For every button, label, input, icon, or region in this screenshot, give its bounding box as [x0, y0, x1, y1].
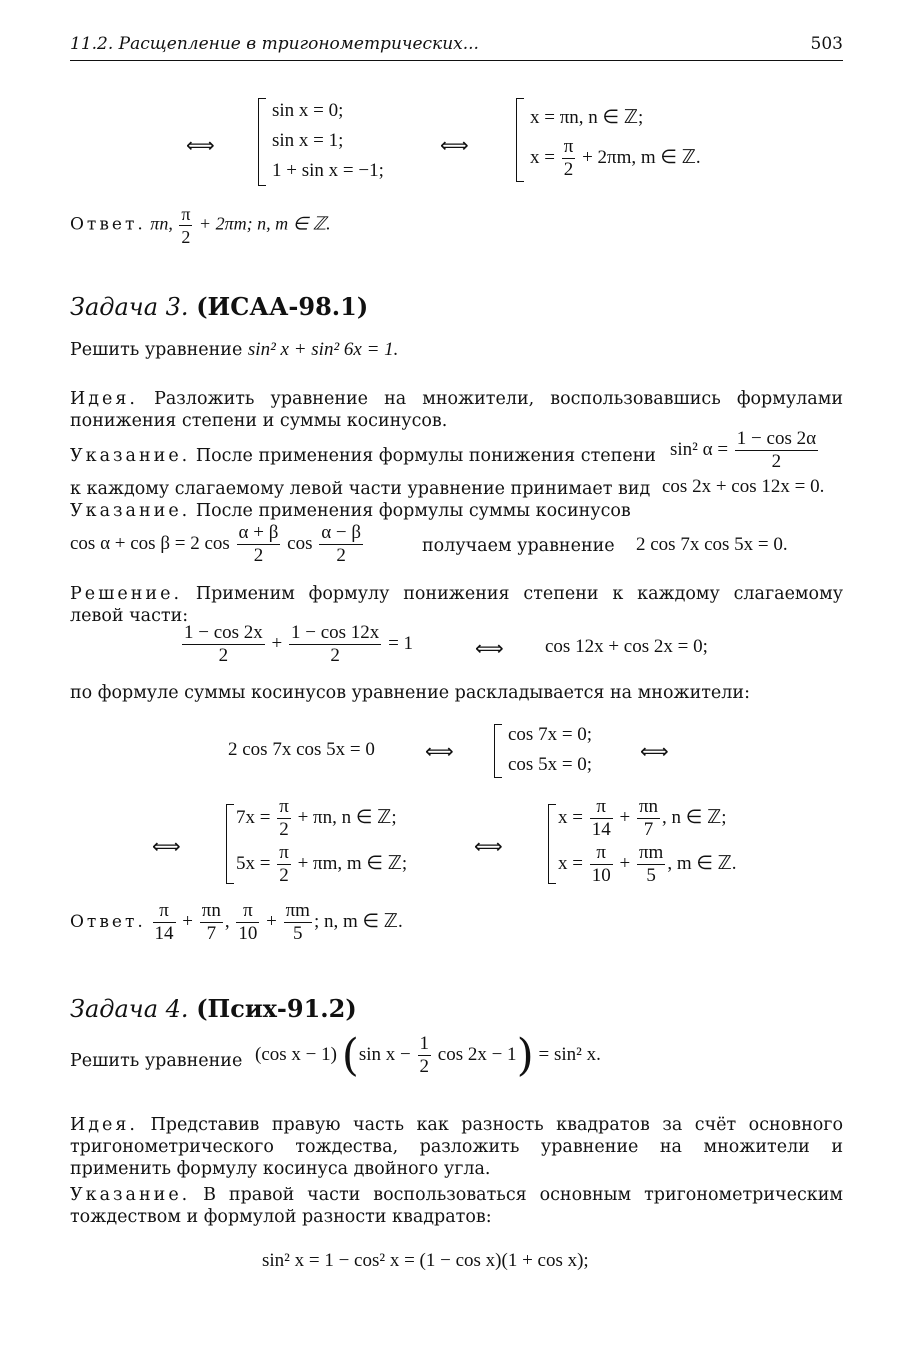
denominator: 10	[238, 923, 258, 944]
expr: cos α + cos β = 2 cos	[70, 532, 230, 554]
fraction	[182, 622, 265, 667]
system-line	[558, 796, 727, 841]
task-code: (ИСАА-98.1)	[196, 292, 369, 321]
numerator: π	[279, 842, 289, 863]
expr: +	[266, 910, 277, 932]
solution-label: Решение.	[70, 584, 183, 604]
expr: x =	[530, 146, 555, 168]
denominator: 7	[206, 923, 217, 944]
task3-hint1	[70, 445, 656, 467]
task-title: Задача 3.	[70, 293, 189, 321]
solution-text-2: по формуле суммы косинусов уравнение раскладывается на множители:	[70, 683, 750, 703]
idea-text: Представив правую часть как разность квадратов за счёт основного тригонометрического тождества, разложить уравнение на множители и применить формулу косинуса двойного угла.	[70, 1115, 843, 1179]
equiv-arrow: ⟺	[186, 133, 215, 157]
expr: = 1	[388, 632, 414, 654]
expr: , n ∈ ℤ;	[662, 806, 727, 828]
prompt-text: Решить уравнение	[70, 340, 243, 360]
expr: x =	[558, 852, 583, 874]
expr: + πn, n ∈ ℤ;	[297, 806, 397, 828]
system-line: x = πn, n ∈ ℤ;	[530, 107, 644, 128]
denominator: 7	[643, 819, 654, 840]
fraction	[179, 203, 192, 248]
denominator: 2	[563, 159, 574, 180]
system-bracket	[494, 724, 502, 778]
expr: sin x −	[358, 1043, 411, 1065]
expr: ; n, m ∈ ℤ.	[313, 910, 403, 932]
expr: (cos x − 1)	[255, 1043, 337, 1065]
page-number: 503	[810, 34, 843, 54]
fraction	[590, 842, 613, 887]
numerator: 1 − cos 2x	[184, 622, 263, 643]
numerator: πm	[285, 900, 310, 921]
equiv-arrow: ⟺	[425, 739, 454, 763]
task3-hint2	[70, 500, 631, 522]
hint-label: Указание.	[70, 446, 191, 466]
denominator: 10	[591, 865, 611, 886]
denominator: 2	[336, 545, 346, 566]
fraction	[319, 522, 363, 567]
numerator: πn	[201, 900, 221, 921]
expr: +	[619, 806, 631, 828]
fraction	[562, 136, 576, 181]
hint1b-formula: cos 2x + cos 12x = 0.	[662, 476, 825, 497]
fraction	[637, 796, 660, 841]
system-line	[236, 842, 407, 887]
fraction	[289, 622, 381, 667]
system-bracket	[516, 98, 524, 182]
hint2-tail: получаем уравнение	[422, 536, 615, 556]
solution-equation-right: cos 12x + cos 2x = 0;	[545, 636, 708, 657]
task4-equation	[255, 1030, 601, 1081]
task3-heading	[70, 292, 368, 321]
header-rule	[70, 60, 843, 61]
fraction	[200, 900, 223, 945]
equiv-arrow: ⟺	[152, 834, 181, 858]
system-line: cos 7x = 0;	[508, 724, 593, 745]
system-line: sin x = 1;	[272, 130, 344, 151]
task4-heading	[70, 994, 357, 1023]
equation: sin² x + sin² 6x = 1.	[247, 339, 399, 360]
denominator: 2	[330, 645, 340, 666]
system-line: sin x = 0;	[272, 100, 344, 121]
expr: +	[271, 632, 283, 654]
task3-idea	[70, 388, 843, 432]
left-paren: (	[341, 1030, 359, 1081]
system-bracket	[548, 804, 556, 884]
task3-statement	[70, 339, 398, 361]
expr: sin² α =	[670, 438, 729, 460]
numerator: 1 − cos 2α	[736, 428, 817, 449]
fraction	[284, 900, 312, 945]
task3-answer	[70, 900, 403, 945]
hint-label: Указание.	[70, 501, 191, 521]
equiv-arrow: ⟺	[440, 133, 469, 157]
solution-text: Применим формулу понижения степени к каждому слагаемому левой части:	[70, 584, 843, 626]
hint1-formula	[670, 428, 820, 473]
task4-hint	[70, 1184, 843, 1228]
answer-label: Ответ.	[70, 911, 146, 932]
numerator: π	[279, 796, 289, 817]
numerator: πn	[638, 796, 659, 817]
fraction	[735, 428, 818, 473]
numerator: 1	[419, 1033, 430, 1054]
numerator: π	[153, 900, 176, 923]
task-title: Задача 4.	[70, 995, 189, 1023]
expr: +	[182, 910, 194, 932]
expr: , m ∈ ℤ.	[667, 852, 737, 874]
denominator: 2	[181, 227, 191, 247]
hint-text: к каждому слагаемому левой части уравнение принимает вид	[70, 479, 651, 499]
task4-identity: sin² x = 1 − cos² x = (1 − cos x)(1 + cos x);	[262, 1250, 589, 1271]
system-line	[236, 796, 397, 841]
denominator: 2	[771, 451, 782, 472]
system-line	[530, 136, 701, 181]
expr: 7x =	[236, 806, 271, 828]
idea-label: Идея.	[70, 1115, 138, 1135]
denominator: 2	[279, 819, 289, 840]
task-code: (Псих-91.2)	[196, 994, 357, 1023]
expr: cos 2x − 1	[437, 1043, 517, 1065]
expr: = sin² x.	[538, 1043, 601, 1065]
task4-idea	[70, 1114, 843, 1180]
sum-of-cosines-formula	[70, 522, 365, 567]
denominator: 14	[154, 923, 174, 944]
system-line: cos 5x = 0;	[508, 754, 593, 775]
expr: +	[619, 852, 631, 874]
fraction	[277, 796, 291, 841]
equiv-arrow: ⟺	[475, 636, 504, 660]
numerator: π	[236, 900, 259, 923]
previous-answer	[70, 203, 331, 248]
task4-prompt: Решить уравнение	[70, 1051, 243, 1071]
equiv-arrow: ⟺	[640, 739, 669, 763]
expr: x =	[558, 806, 583, 828]
right-paren: )	[516, 1030, 534, 1081]
fraction	[153, 900, 176, 945]
numerator: πm	[638, 842, 664, 863]
system-bracket	[226, 804, 234, 884]
expr: πn,	[150, 213, 173, 234]
denominator: 2	[279, 865, 289, 886]
solution-equation	[180, 622, 413, 667]
expr: 5x =	[236, 852, 271, 874]
denominator: 5	[646, 865, 656, 886]
denominator: 2	[419, 1056, 430, 1077]
expr: + πm, m ∈ ℤ;	[297, 852, 408, 874]
hint-text: После применения формулы понижения степени	[195, 446, 656, 466]
denominator: 2	[218, 645, 229, 666]
fraction	[236, 900, 259, 945]
denominator: 5	[293, 923, 303, 944]
fraction	[637, 842, 665, 887]
numerator: π	[563, 136, 574, 157]
numerator: 1 − cos 12x	[291, 622, 380, 643]
fraction	[418, 1033, 432, 1078]
fraction	[277, 842, 291, 887]
numerator: π	[590, 796, 613, 819]
fraction	[237, 522, 281, 567]
numerator: α + β	[238, 522, 279, 543]
task3-solution	[70, 583, 843, 627]
system-line	[558, 842, 737, 887]
denominator: 14	[591, 819, 611, 840]
system-bracket	[258, 98, 266, 186]
running-header: 11.2. Расщепление в тригонометрических...	[70, 34, 479, 54]
factored-equation: 2 cos 7x cos 5x = 0	[228, 739, 375, 760]
hint-text: В правой части воспользоваться основным тригонометрическим тождеством и формулой разности квадратов:	[70, 1185, 843, 1227]
answer-label: Ответ.	[70, 214, 146, 235]
hint-text: После применения формулы суммы косинусов	[195, 501, 631, 521]
denominator: 2	[253, 545, 264, 566]
expr: ,	[224, 910, 230, 932]
task3-hint1b	[70, 478, 650, 500]
numerator: α − β	[321, 522, 362, 543]
hint2-formula: 2 cos 7x cos 5x = 0.	[636, 534, 788, 555]
numerator: π	[181, 204, 191, 224]
idea-text: Разложить уравнение на множители, воспользовавшись формулами понижения степени и суммы косинусов.	[70, 389, 843, 431]
fraction	[590, 796, 613, 841]
expr: + 2πm; n, m ∈ ℤ.	[198, 213, 331, 234]
idea-label: Идея.	[70, 389, 138, 409]
equiv-arrow: ⟺	[474, 834, 503, 858]
system-line: 1 + sin x = −1;	[272, 160, 384, 181]
numerator: π	[590, 842, 613, 865]
expr: + 2πm, m ∈ ℤ.	[582, 146, 701, 168]
expr: cos	[287, 532, 313, 554]
hint-label: Указание.	[70, 1185, 191, 1205]
